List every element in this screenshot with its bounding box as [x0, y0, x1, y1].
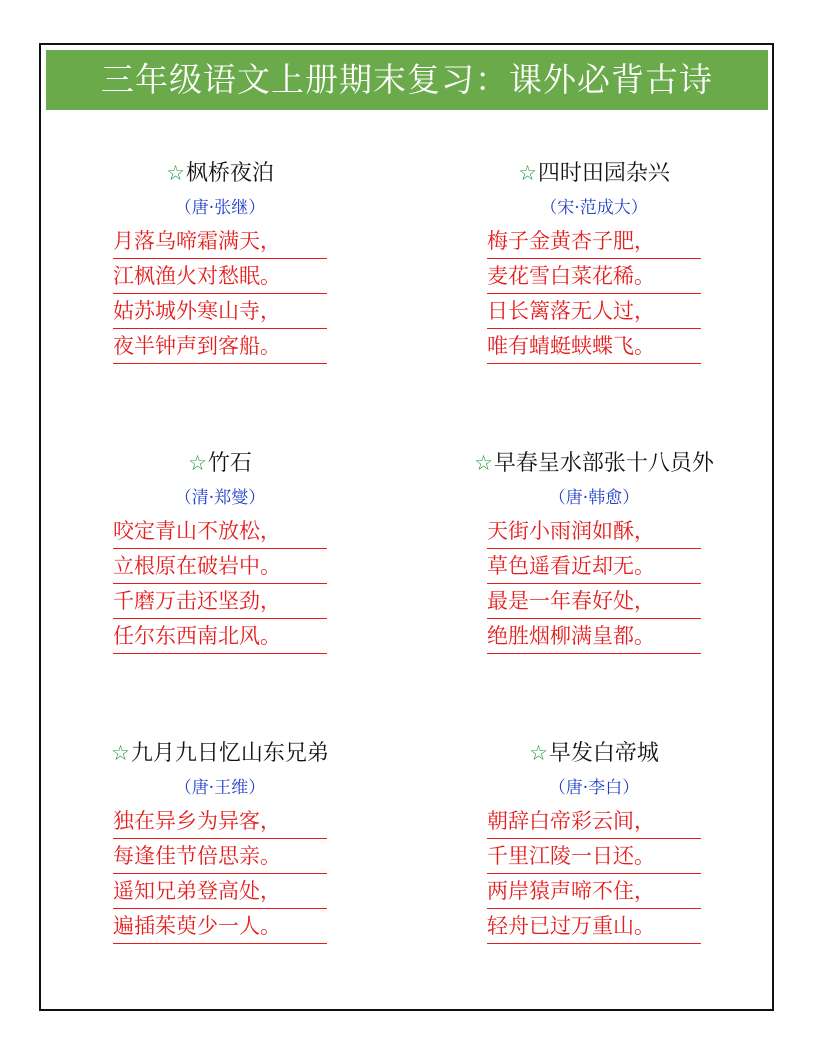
poem-title	[70, 155, 370, 191]
poem-author: （唐·张继）	[174, 198, 266, 218]
star-icon: ☆	[166, 161, 185, 185]
poem-line: 夜半钟声到客船。	[113, 330, 327, 364]
poem-title	[70, 735, 370, 771]
poem-title-text: 竹石	[207, 451, 252, 476]
poem-title-text: 早春呈水部张十八员外	[493, 451, 714, 476]
poem-line: 江枫渔火对愁眠。	[113, 260, 327, 294]
poem-card	[444, 445, 744, 655]
poem-line: 独在异乡为异客，	[113, 805, 327, 839]
poem-line: 遥知兄弟登高处，	[113, 875, 327, 909]
poem-line: 绝胜烟柳满皇都。	[487, 620, 701, 654]
star-icon: ☆	[111, 741, 130, 765]
poem-line: 千里江陵一日还。	[487, 840, 701, 874]
poem-line: 每逢佳节倍思亲。	[113, 840, 327, 874]
poem-author: （宋·范成大）	[540, 198, 648, 218]
poem-line: 最是一年春好处，	[487, 585, 701, 619]
poem-title	[444, 445, 744, 481]
poem-title-text: 九月九日忆山东兄弟	[130, 741, 329, 766]
poem-author: （唐·王维）	[174, 778, 266, 798]
poem-line: 千磨万击还坚劲，	[113, 585, 327, 619]
poem-line: 咬定青山不放松，	[113, 515, 327, 549]
poem-author: （清·郑燮）	[174, 488, 266, 508]
poem-line: 唯有蜻蜓蛱蝶飞。	[487, 330, 701, 364]
poem-line: 日长篱落无人过，	[487, 295, 701, 329]
poem-title	[444, 735, 744, 771]
poem-title-text: 早发白帝城	[548, 741, 659, 766]
poem-line: 草色遥看近却无。	[487, 550, 701, 584]
poem-author: （唐·韩愈）	[548, 488, 640, 508]
poem-line: 任尔东西南北风。	[113, 620, 327, 654]
poem-line: 麦花雪白菜花稀。	[487, 260, 701, 294]
poem-card	[70, 155, 370, 365]
poem-title-text: 枫桥夜泊	[185, 161, 274, 186]
poem-line: 朝辞白帝彩云间，	[487, 805, 701, 839]
page-title: 三年级语文上册期末复习：课外必背古诗	[46, 50, 768, 110]
poem-card	[70, 445, 370, 655]
poem-card	[444, 155, 744, 365]
poem-line: 立根原在破岩中。	[113, 550, 327, 584]
poem-title	[70, 445, 370, 481]
poem-author: （唐·李白）	[548, 778, 640, 798]
star-icon: ☆	[518, 161, 537, 185]
poem-card	[70, 735, 370, 945]
poem-line: 天街小雨润如酥，	[487, 515, 701, 549]
poem-line: 轻舟已过万重山。	[487, 910, 701, 944]
poem-line: 梅子金黄杏子肥，	[487, 225, 701, 259]
poem-line: 两岸猿声啼不住，	[487, 875, 701, 909]
poem-line: 姑苏城外寒山寺，	[113, 295, 327, 329]
star-icon: ☆	[529, 741, 548, 765]
poem-line: 遍插茱萸少一人。	[113, 910, 327, 944]
poem-title	[444, 155, 744, 191]
star-icon: ☆	[474, 451, 493, 475]
poem-line: 月落乌啼霜满天，	[113, 225, 327, 259]
star-icon: ☆	[188, 451, 207, 475]
poem-card	[444, 735, 744, 945]
poem-title-text: 四时田园杂兴	[537, 161, 670, 186]
